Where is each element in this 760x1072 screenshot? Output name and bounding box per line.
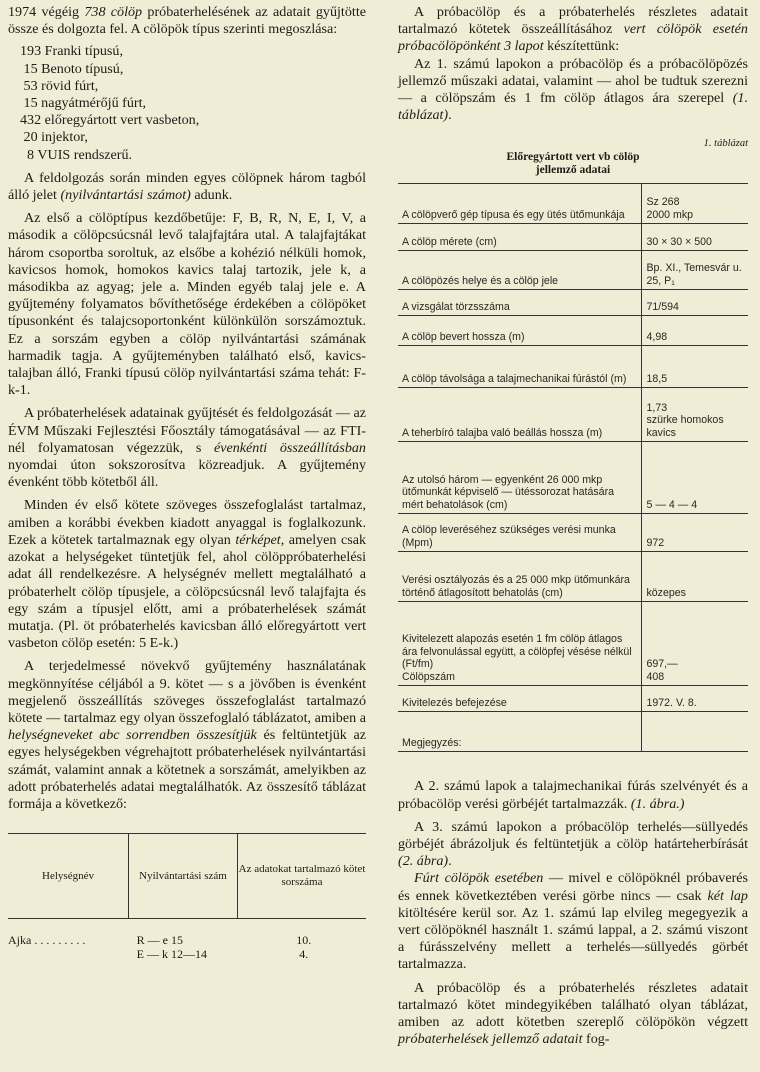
row-value: 5 — 4 — 4 <box>642 442 748 514</box>
paragraph-processing: A feldolgozás során minden egyes cölöpnek három tagból álló jelet (nyilvántartási számot) adunk. <box>8 169 366 204</box>
table-row <box>398 712 748 752</box>
row-label: Verési osztályozás és a 25 000 mkp ütőmunkára történő átlagosított behatolás (cm) <box>398 552 642 602</box>
table-row <box>398 224 748 251</box>
row-label: A teherbíró talajba való beállás hossza (m) <box>398 388 642 442</box>
row-value: Sz 268 2000 mkp <box>642 184 748 224</box>
row-value: 1,73 szürke homokos kavics <box>642 388 748 442</box>
row-label: Megjegyzés: <box>398 712 642 752</box>
row-label: A cölöp leveréséhez szükséges verési munka (Mpm) <box>398 514 642 552</box>
row-value: 972 <box>642 514 748 552</box>
row-value: 18,5 <box>642 346 748 388</box>
list-item: 8 VUIS rendszerű. <box>20 146 133 163</box>
row-label: Az utolsó három — egyenként 26 000 mkp ütőmunkát képviselő — ütéssorozat hatására mért behatolások (cm) <box>398 442 642 514</box>
table-row <box>398 514 748 552</box>
list-item: 15 nagyátmérőjű fúrt, <box>20 95 147 112</box>
table-row <box>398 184 748 224</box>
paragraph-collection: A próbaterhelések adatainak gyűjtését és feldolgozását — az ÉVM Műszaki Fejlesztési Főosztály támogatásával — az FTI-nél folyamatosan végezzük, s évenkénti összeállításban nyomdai úton sokszorosítva közreadjuk. A gyűjtemény évenként több kötetből áll. <box>8 405 366 491</box>
row-value <box>642 712 748 752</box>
list-item: 53 rövid fúrt, <box>20 77 99 94</box>
header-volume: Az adatokat tartalmazó kötet sorszáma <box>237 834 366 918</box>
row-value: Bp. XI., Temesvár u. 25, P₁ <box>642 251 748 290</box>
list-item: 193 Franki típusú, <box>20 43 123 60</box>
row-label: A cölöp távolsága a talajmechanikai fúrástól (m) <box>398 346 642 388</box>
table-row <box>398 442 748 514</box>
row-value: 697,— 408 <box>642 602 748 686</box>
table-row <box>8 919 366 961</box>
row-label: A cölöpözés helye és a cölöp jele <box>398 251 642 290</box>
row-label: Kivitelezés befejezése <box>398 686 642 712</box>
row-value: közepes <box>642 552 748 602</box>
paragraph-closing: A próbacölöp és a próbaterhelés részletes adatait tartalmazó kötet mindegyikében található olyan táblázat, amiben az adott kötetben szereplő cölöpökön végzett próbaterhelések jellemző adatait fog- <box>398 979 748 1048</box>
row-value: 4,98 <box>642 316 748 346</box>
right-column <box>398 4 748 1048</box>
row-value: 30 × 30 × 500 <box>642 224 748 251</box>
summary-table <box>8 833 366 961</box>
pile-data-table <box>398 183 748 752</box>
table-row <box>398 346 748 388</box>
row-label: A cölöp mérete (cm) <box>398 224 642 251</box>
table-title: Előregyártott vert vb cölöp jellemző adatai <box>506 151 640 177</box>
pile-type-list <box>20 43 366 163</box>
cell-registry: R — e 15 E — k 12—14 <box>136 933 207 962</box>
table-row <box>398 290 748 316</box>
row-value: 1972. V. 8. <box>642 686 748 712</box>
left-column <box>8 4 366 961</box>
list-item: 20 injektor, <box>20 129 88 146</box>
row-value: 71/594 <box>642 290 748 316</box>
row-label: A vizsgálat törzsszáma <box>398 290 642 316</box>
row-label: A cölöpverő gép típusa és egy ütés ütőmunkája <box>398 184 642 224</box>
header-place: Helységnév <box>42 870 94 883</box>
paragraph-intro: 1974 végéig 738 cölöp próbaterhelésének az adatait gyűjtötte össze és dolgozta fel. A cölöpök típus szerinti megoszlása: <box>8 4 366 38</box>
table-row <box>398 388 748 442</box>
table-row <box>398 602 748 686</box>
table-row <box>398 552 748 602</box>
paragraph-sheets: A próbacölöp és a próbaterhelés részletes adatait tartalmazó kötetek összeállításához vert cölöpök esetén próbacölöpönként 3 lapot készítettünk: <box>398 4 748 55</box>
table-row <box>398 251 748 290</box>
summary-table-header <box>8 834 366 919</box>
table-number: 1. táblázat <box>703 138 748 150</box>
paragraph-sheet-one: Az 1. számú lapokon a próbacölöp és a próbacölöpözés jellemző műszaki adatai, valamint — ahol be tudtuk szerezni — a cölöpszám és 1 fm cölöp átlagos ára szerepel (1. táblázat). <box>398 55 748 124</box>
paragraph-codes: Az első a cölöptípus kezdőbetűje: F, B, R, N, E, I, V, a második a cölöpcsúcsnál levő talajfajtára utal. A talajfajtákat három csoportba soroltuk, az elsőbe a kohézió nélküli homok, kavicsos homok, homokos kavics talaj tartozik, jele k, a másodikba az agyag; jele a. Minden egyéb talaj jele e. A gyűjtemény folyamatos bővíthetősége érdekében a cölöpöket típusonként és talajcsoportonként különkülön sorszámoztuk. Ez a sorszám egyben a cölöp nyilvántartási számának harmadik tagja. A gyűjteményben található első, kavics-talajban álló, Franki típusú cölöp nyilvántartási száma tehát: F-k-1. <box>8 210 366 399</box>
list-item: 15 Benoto típusú, <box>20 60 124 77</box>
paragraph-bored-piles: Fúrt cölöpök esetében — mivel e cölöpöknél próbaverés és ennek következtében verési görbe nincs — csak két lap kitöltésére kerül sor. Az 1. számú lap elvileg megegyezik a vert cölöpöknél használt 1. számú lappal, a 2. számú viszont a fúrásszelvény mellett a terhelés—süllyedés görbét tartalmazza. <box>398 870 749 973</box>
cell-place: Ajka . . . . . . . . . <box>8 933 86 948</box>
row-label: Kivitelezett alapozás esetén 1 fm cölöp átlagos ára felvonulással együtt, a cölöpfej vésése nélkül (Ft/fm) Cölöpszám <box>398 602 642 686</box>
row-label: A cölöp bevert hossza (m) <box>398 316 642 346</box>
table-row <box>398 686 748 712</box>
table-row <box>398 316 748 346</box>
cell-volume: 10. 4. <box>296 933 312 962</box>
paragraph-volumes: Minden év első kötete szöveges összefoglalást tartalmaz, amiben a korábbi években kiadott anyaggal is foglalkozunk. Ezek a kötetek tartalmaznak egy olyan térképet, amelyen csak azokat a helységeket tüntetjük fel, ahol cölöppróbaterhelési adat áll rendelkezésre. A helységnév mellett megtalálható a próbaterhelt cölöp típusjele, a cölöpcsúcsnál levő talajfajta és egy szám a típusjel előtt, ami a próbaterhelések számát mutatja. (Pl. öt próbaterhelés kavicsban álló előregyártott vert vasbeton cölöp esetén: 5 E-k.) <box>8 497 366 652</box>
header-registry: Nyilvántartási szám <box>128 834 237 918</box>
paragraph-sheet-two: A 2. számú lapok a talajmechanikai fúrás szelvényét és a próbacölöp verési görbéjét tartalmazzák. (1. ábra.) <box>398 778 748 812</box>
paragraph-sheet-three: A 3. számú lapokon a próbacölöp terhelés—süllyedés görbéjét ábrázoljuk és feltüntetjük a cölöp határteherbírását (2. ábra). <box>398 818 748 870</box>
paragraph-summary-table: A terjedelmessé növekvő gyűjtemény használatának megkönnyítése céljából a 9. kötet — s a jövőben is évenként megjelenő összeállítás szöveges összefoglalást tartalmazó kötete — tartalmaz egy olyan összefoglaló táblázatot, amiben a helységneveket abc sorrendben összesítjük és feltüntetjük az egyes helységekben végrehajtott próbaterhelések nyilvántartási számát, valamint annak a kötetnek a sorszámát, amelyikben az adott próbaterhelés adatai megtalálhatók. Az összesítő táblázat formája a következő: <box>8 658 366 812</box>
list-item: 432 előregyártott vert vasbeton, <box>20 112 200 129</box>
